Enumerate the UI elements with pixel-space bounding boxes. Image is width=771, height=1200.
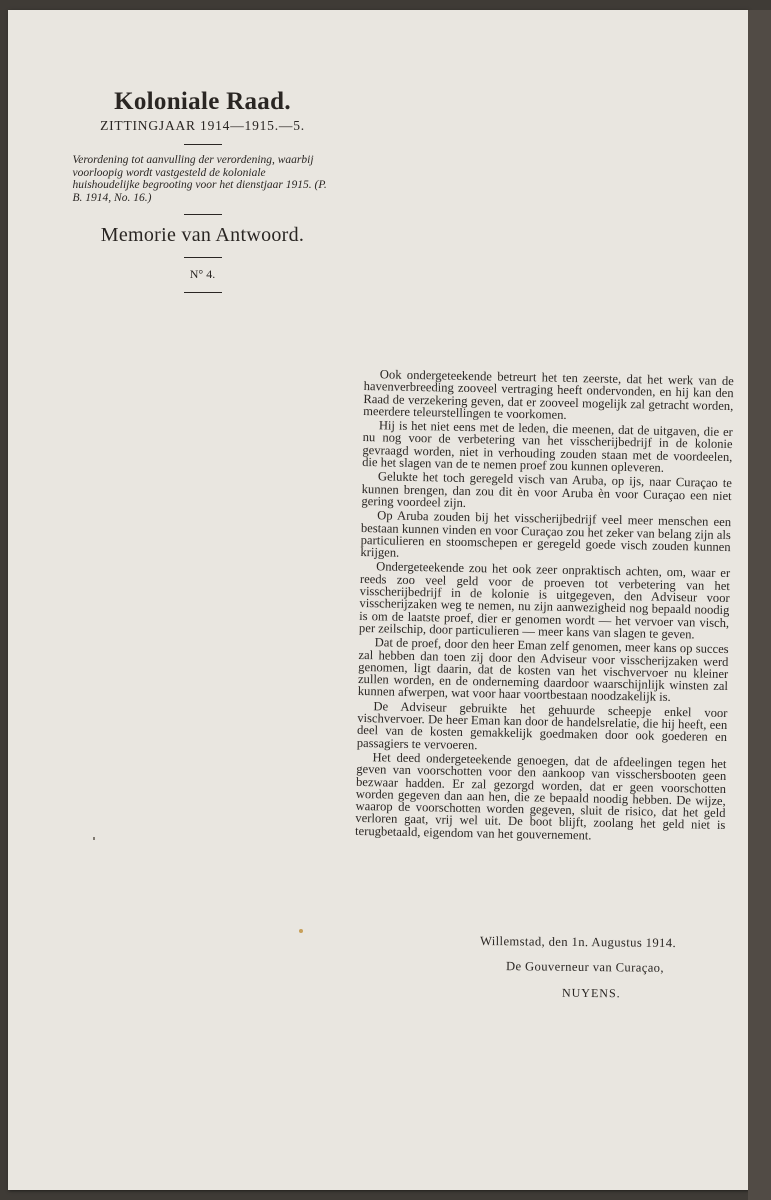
paragraph: Dat de proef, door den heer Eman zelf genomen, meer kans op succes zal hebben dan toen zij door den Adviseur voor visscherijzaken werd genomen, ligt daarin, dat de kosten van het vischvervoer nu kleiner zullen worden, en de onderneming daardoor waarschijnlijk winsten zal kunnen afwerpen, wat voor haar voortbestaan noodzakelijk is. xyxy=(357,635,729,705)
paragraph: Ondergeteekende zou het ook zeer onpraktisch achten, om, waar er reeds zoo veel geld voor de proeven tot verbetering van het visscherijbedrijf in de kolonie is uitgegeven, den Adviseur voor visscherijzaken weg te nemen, nu zijn aanwezigheid nog bepaald noodig is om de laatste proef, dier er genomen wordt — het vervoer van visch, per zeilschip, door particulieren — meer kans van slagen te geven. xyxy=(358,559,731,642)
council-title: Koloniale Raad. xyxy=(114,88,291,115)
paper-speck xyxy=(93,837,95,840)
paragraph: Hij is het niet eens met de leden, die meenen, dat de uitgaven, die er nu nog voor de verbetering van het visscherijbedrijf in de kolonie gevraagd worden, niet in verhouding zouden staan met de voordeelen, die het slagen van de te nemen proef zou kunnen opleveren. xyxy=(362,418,733,475)
document-number: N° 4. xyxy=(189,267,216,281)
paper-speck xyxy=(299,929,303,933)
body-text xyxy=(355,368,734,846)
scan-edge xyxy=(748,10,771,1200)
divider xyxy=(184,214,222,215)
paragraph: Gelukte het toch geregeld visch van Aruba, op ijs, naar Curaçao te kunnen brengen, dan zou dit èn voor Aruba èn voor Curaçao een niet gering voordeel zijn. xyxy=(361,469,732,510)
divider xyxy=(184,257,222,258)
divider xyxy=(184,144,222,145)
paragraph: Het deed ondergeteekende genoegen, dat de afdeelingen tegen het geven van voorschotten voor den aankoop van visschersbooten geen bezwaar hadden. Er zal gezorgd worden, dat er geen voorschotten worden gegeven dan aan hen, die ze bepaald noodig hebben. De wijze, waarop de voorschotten worden gegeven, sluit de risico, dat het geld verloren gaat, vrij wel uit. De boot blijft, zoolang het geld niet is terugbetaald, eigendom van het gouvernement. xyxy=(354,750,727,843)
document-page xyxy=(8,10,748,1190)
ordinance-description: Verordening tot aanvulling der verordening, waarbij voorloopig wordt vastgesteld de koloniale huishoudelijke begrooting voor het dienstjaar 1915. (P. B. 1914, No. 16.) xyxy=(72,154,327,204)
paragraph: De Adviseur gebruikte het gehuurde scheepje enkel voor vischvervoer. De heer Eman kan door de handelsrelatie, die hij heeft, een deel van de kosten gemakkelijk goedmaken door ook goederen en passagiers te vervoeren. xyxy=(356,698,728,752)
divider xyxy=(184,292,222,293)
paragraph: Ook ondergeteekende betreurt het ten zeerste, dat het werk van de havenverbreeding zooveel vertraging heeft ondervonden, en hij kan den Raad de verzekering geven, dat er zooveel mogelijk zal getracht worden, meerdere teleurstellingen te voorkomen. xyxy=(363,367,734,422)
memorie-heading: Memorie van Antwoord. xyxy=(100,224,305,246)
place-date: Willemstad, den 1n. Augustus 1914. xyxy=(479,933,677,951)
signatory-name: NUYENS. xyxy=(561,985,621,1001)
session-year: ZITTINGJAAR 1914—1915.—5. xyxy=(100,118,305,133)
paragraph: Op Aruba zouden bij het visscherijbedrijf veel meer menschen een bestaan kunnen vinden en voor Curaçao zou het zeker van belang zijn als particulieren en stoomschepen er geregeld goede visch zouden kunnen krijgen. xyxy=(360,508,732,560)
document-header xyxy=(70,88,335,302)
signatory-title: De Gouverneur van Curaçao, xyxy=(505,959,665,975)
